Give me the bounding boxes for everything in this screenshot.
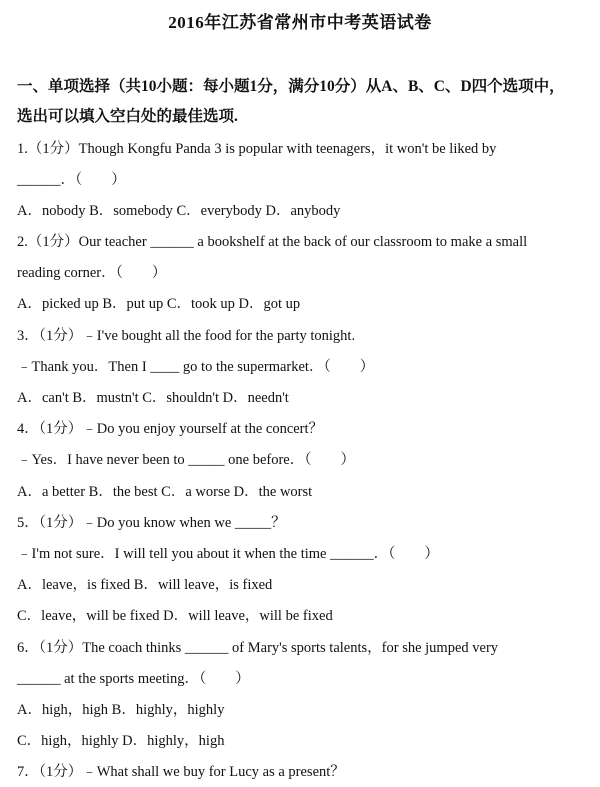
question-7-stem: 7．（1分）﹣What shall we buy for Lucy as a present？ [17,764,345,780]
question-6-options-cd: C．high，highly D．highly，high [17,733,225,749]
question-5-options-cd: C．leave，will be fixed D．will leave，will be fixed [17,608,333,624]
question-2-stem-cont: reading corner．（ ） [17,265,167,281]
question-2-options: A．picked up B．put up C．took up D．got up [17,296,301,312]
page-title: 2016年江苏省常州市中考英语试卷 [168,13,432,32]
question-6-stem-cont: ______ at the sports meeting．（ ） [17,671,250,687]
question-3-stem: 3．（1分）﹣I've bought all the food for the party tonight. [17,328,356,344]
question-5-options-ab: A．leave，is fixed B．will leave，is fixed [17,577,273,593]
question-3-options: A．can't B．mustn't C．shouldn't D．needn't [17,390,289,406]
question-4-stem: 4．（1分）﹣Do you enjoy yourself at the concert？ [17,421,324,437]
question-4-options: A．a better B．the best C．a worse D．the worst [17,484,313,500]
question-2-stem: 2.（1分）Our teacher ______ a bookshelf at the back of our classroom to make a small [17,234,528,250]
question-1-options: A．nobody B．somebody C．everybody D．anybody [17,203,341,219]
question-1-blank-line: ______．（ ） [17,172,126,188]
section-heading: 一、单项选择（共10小题：每小题1分，满分10分）从A、B、C、D四个选项中，选出可以填入空白处的最佳选项. [17,78,565,125]
question-6-options-ab: A．high，high B．highly，highly [17,702,225,718]
question-3-reply: ﹣Thank you．Then I ____ go to the supermarket．（ ） [17,359,375,375]
question-6-stem: 6．（1分）The coach thinks ______ of Mary's sports talents，for she jumped very [17,640,499,656]
question-5-stem: 5．（1分）﹣Do you know when we _____？ [17,515,286,531]
question-5-reply: ﹣I'm not sure．I will tell you about it when the time ______．（ ） [17,546,439,562]
question-4-reply: ﹣Yes．I have never been to _____ one before．（ ） [17,452,355,468]
question-1-stem: 1.（1分）Though Kongfu Panda 3 is popular with teenagers，it won't be liked by [17,141,497,157]
